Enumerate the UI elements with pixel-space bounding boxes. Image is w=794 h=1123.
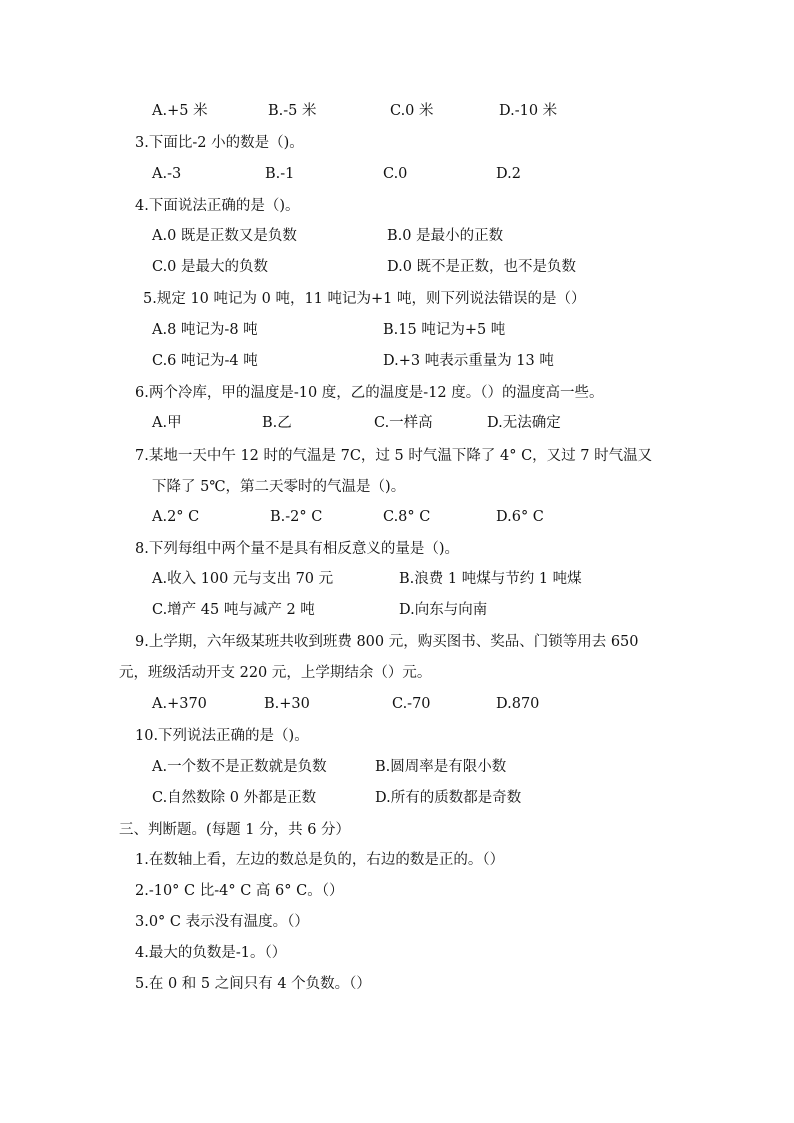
section3-heading: 三、判断题。(每题 1 分，共 6 分） — [119, 822, 351, 838]
q2-option-d: D.-10 米 — [499, 103, 558, 119]
q7-option-c: C.8° C — [383, 509, 431, 525]
q2-option-b: B.-5 米 — [268, 103, 317, 119]
q6-option-c: C.一样高 — [374, 415, 433, 431]
q7-option-a: A.2° C — [152, 509, 200, 525]
q5-stem: 5.规定 10 吨记为 0 吨，11 吨记为+1 吨，则下列说法错误的是（） — [143, 291, 586, 307]
q4-option-d: D.0 既不是正数，也不是负数 — [387, 259, 577, 275]
q9-option-b: B.+30 — [264, 696, 310, 712]
tf-item-2: 2.-10° C 比-4° C 高 6° C。（） — [135, 883, 344, 899]
q7-option-b: B.-2° C — [270, 509, 323, 525]
q5-option-b: B.15 吨记为+5 吨 — [383, 322, 506, 338]
tf-item-4: 4.最大的负数是-1。（） — [135, 945, 287, 961]
q9-stem-line2: 元，班级活动开支 220 元，上学期结余（）元。 — [119, 665, 432, 681]
q9-option-a: A.+370 — [152, 696, 207, 712]
q10-option-d: D.所有的质数都是奇数 — [375, 790, 522, 806]
q9-stem-line1: 9.上学期，六年级某班共收到班费 800 元，购买图书、奖品、门锁等用去 650 — [135, 634, 639, 650]
q2-option-c: C.0 米 — [390, 103, 434, 119]
q4-stem: 4.下面说法正确的是（)。 — [135, 198, 300, 214]
q6-option-a: A.甲 — [152, 415, 182, 431]
q3-option-d: D.2 — [496, 166, 521, 182]
q5-option-a: A.8 吨记为-8 吨 — [152, 322, 258, 338]
q5-option-c: C.6 吨记为-4 吨 — [152, 353, 258, 369]
q7-stem-line2: 下降了 5℃，第二天零时的气温是（)。 — [152, 479, 406, 495]
q10-option-c: C.自然数除 0 外都是正数 — [152, 790, 317, 806]
q10-stem: 10.下列说法正确的是（)。 — [135, 728, 309, 744]
q4-option-c: C.0 是最大的负数 — [152, 259, 269, 275]
q10-option-a: A.一个数不是正数就是负数 — [152, 759, 327, 775]
q8-option-a: A.收入 100 元与支出 70 元 — [152, 571, 334, 587]
q8-option-b: B.浪费 1 吨煤与节约 1 吨煤 — [399, 571, 582, 587]
q7-stem-line1: 7.某地一天中午 12 时的气温是 7C，过 5 时气温下降了 4° C，又过 7 时气温又 — [135, 448, 653, 464]
q8-option-d: D.向东与向南 — [399, 602, 488, 618]
q3-stem: 3.下面比-2 小的数是（)。 — [135, 135, 304, 151]
q10-option-b: B.圆周率是有限小数 — [375, 759, 507, 775]
q3-option-b: B.-1 — [265, 166, 295, 182]
q3-option-c: C.0 — [383, 166, 408, 182]
q4-option-a: A.0 既是正数又是负数 — [152, 228, 297, 244]
q7-option-d: D.6° C — [496, 509, 544, 525]
q9-option-c: C.-70 — [392, 696, 431, 712]
q2-option-a: A.+5 米 — [152, 103, 208, 119]
q8-option-c: C.增产 45 吨与减产 2 吨 — [152, 602, 315, 618]
tf-item-5: 5.在 0 和 5 之间只有 4 个负数。（） — [135, 976, 371, 992]
tf-item-1: 1.在数轴上看，左边的数总是负的，右边的数是正的。（） — [135, 852, 505, 868]
tf-item-3: 3.0° C 表示没有温度。（） — [135, 914, 309, 930]
q8-stem: 8.下列每组中两个量不是具有相反意义的量是（)。 — [135, 541, 459, 557]
q6-stem: 6.两个冷库，甲的温度是-10 度，乙的温度是-12 度。（）的温度高一些。 — [135, 385, 604, 401]
q6-option-d: D.无法确定 — [487, 415, 561, 431]
q9-option-d: D.870 — [496, 696, 540, 712]
q5-option-d: D.+3 吨表示重量为 13 吨 — [383, 353, 554, 369]
q3-option-a: A.-3 — [152, 166, 182, 182]
q6-option-b: B.乙 — [262, 415, 292, 431]
q4-option-b: B.0 是最小的正数 — [387, 228, 504, 244]
